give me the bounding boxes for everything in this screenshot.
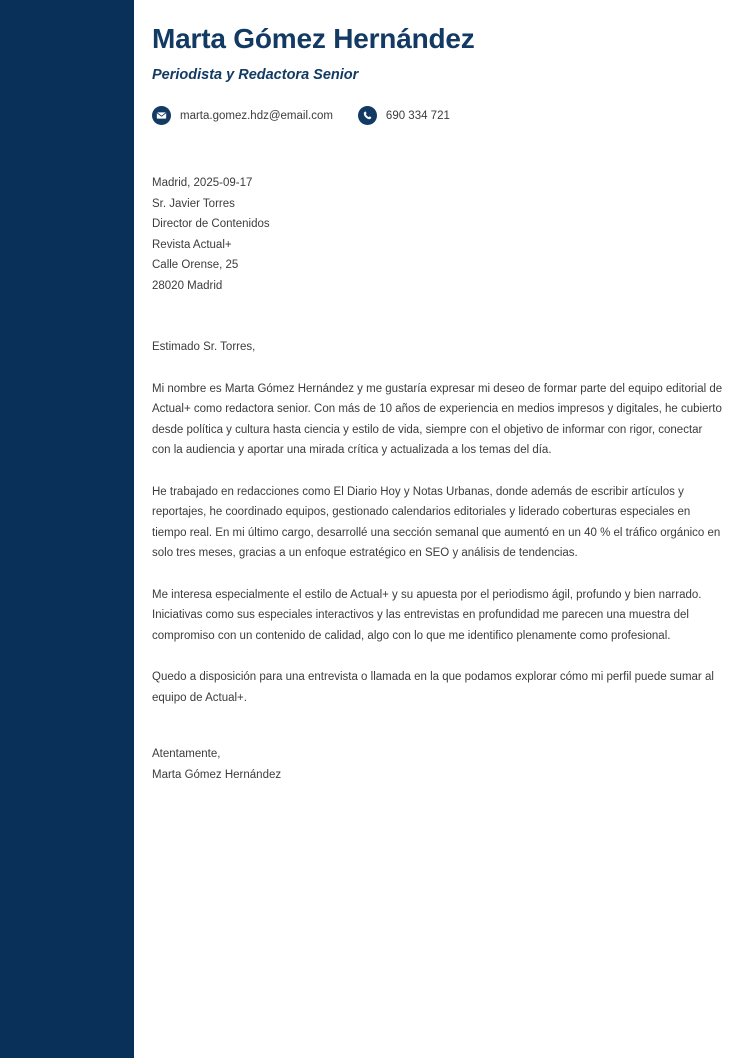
recipient-block: [152, 173, 724, 296]
left-accent-sidebar: [0, 0, 134, 1058]
recipient-line-company: Revista Actual+: [152, 238, 232, 251]
page-title: Marta Gómez Hernández: [152, 23, 475, 54]
contact-email[interactable]: [152, 106, 333, 125]
letter-content: [152, 0, 724, 785]
contact-phone[interactable]: [358, 106, 450, 125]
recipient-line-city: 28020 Madrid: [152, 279, 223, 292]
body-paragraph-4: Quedo a disposición para una entrevista o llamada en la que podamos explorar cómo mi perfil puede sumar al equipo de Actual+.: [152, 671, 714, 704]
recipient-line-street: Calle Orense, 25: [152, 259, 239, 271]
signature-name: Marta Gómez Hernández: [152, 768, 282, 781]
phone-value: 690 334 721: [385, 109, 450, 122]
salutation: Estimado Sr. Torres,: [152, 341, 256, 353]
recipient-line-name: Sr. Javier Torres: [152, 197, 235, 210]
phone-icon: [358, 106, 377, 125]
body-paragraph-3: Me interesa especialmente el estilo de Actual+ y su apuesta por el periodismo ágil, profundo y bien narrado. Iniciativas como sus especiales interactivos y las entrevistas en profundidad me parecen una muestra del compromiso con un contenido de calidad, algo con lo que me identifico plenamente como profesional.: [152, 588, 702, 642]
body-paragraph-1: Mi nombre es Marta Gómez Hernández y me gustaría expresar mi deseo de formar parte del equipo editorial de Actual+ como redactora senior. Con más de 10 años de experiencia en medios impresos y digitales, he cubierto desde política y cultura hasta ciencia y estilo de vida, siempre con el objetivo de informar con rigor, conectar con la audiencia y aportar una mirada crítica y actualizada a los temas del día.: [152, 382, 723, 456]
sign-off: Atentamente,: [152, 748, 221, 760]
job-title: Periodista y Redactora Senior: [152, 67, 359, 83]
recipient-line-role: Director de Contenidos: [152, 218, 270, 230]
contact-row: [152, 106, 724, 125]
body-paragraph-2: He trabajado en redacciones como El Diario Hoy y Notas Urbanas, donde además de escribir artículos y reportajes, he coordinado equipos, gestionado calendarios editoriales y liderado coberturas especiales en tiempo real. En mi último cargo, desarrollé una sección semanal que aumentó en un 40 % el tráfico orgánico en solo tres meses, gracias a un enfoque estratégico en SEO y análisis de tendencias.: [152, 485, 721, 559]
envelope-icon: [152, 106, 171, 125]
closing-block: [152, 744, 724, 785]
email-value: marta.gomez.hdz@email.com: [180, 109, 333, 122]
recipient-line-date: Madrid, 2025-09-17: [152, 177, 253, 189]
letterhead: [152, 0, 724, 125]
